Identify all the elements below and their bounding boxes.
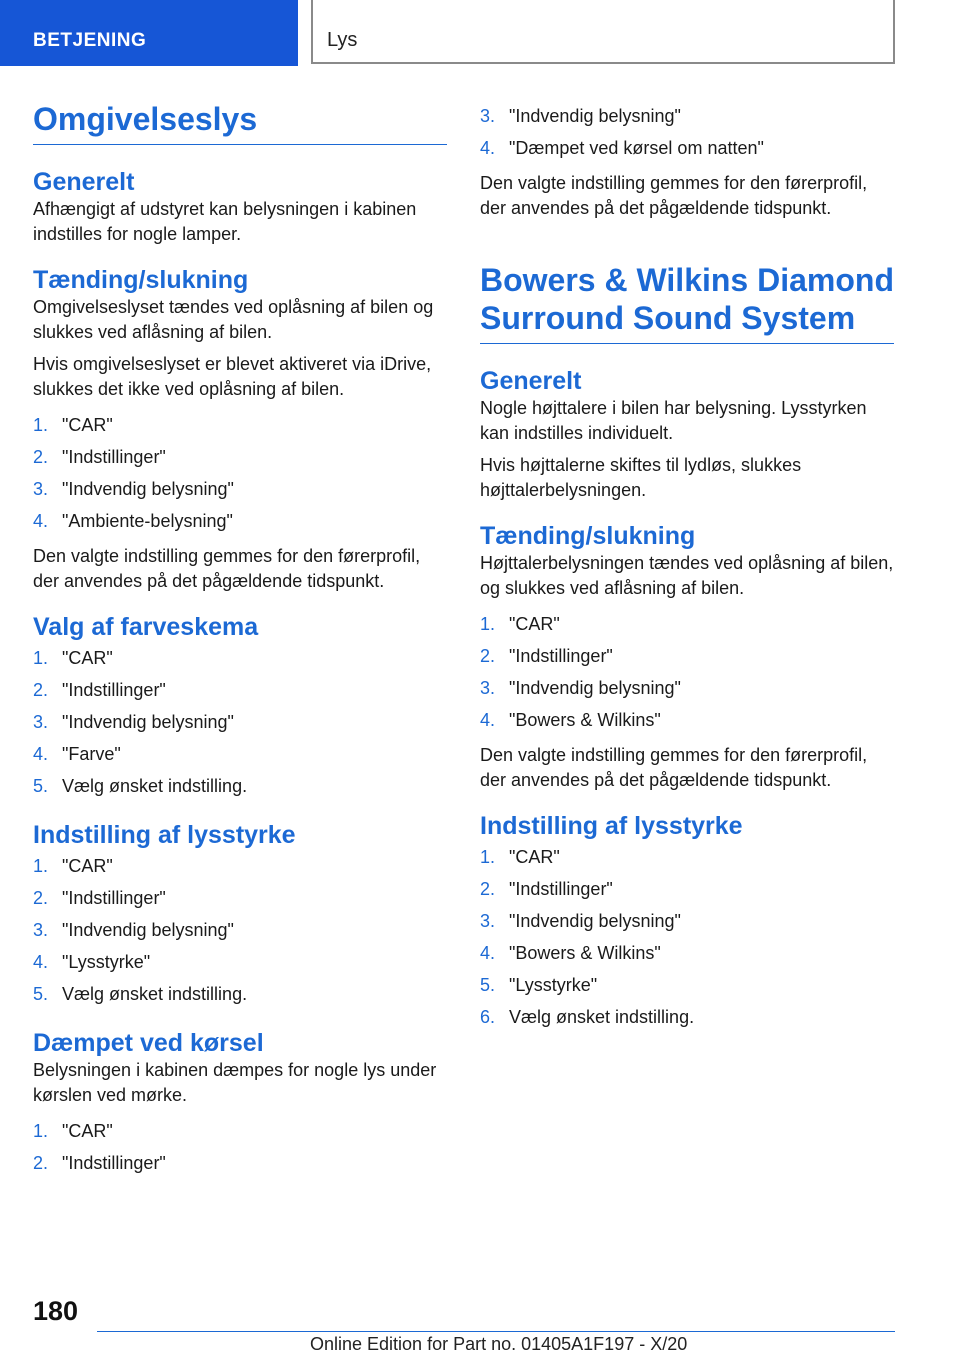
step-number: 5.: [33, 776, 49, 796]
step-text: "Indvendig belysning": [509, 911, 681, 931]
step-text: "Indstillinger": [62, 447, 166, 467]
right-column: [480, 100, 894, 1040]
heading-generelt: Generelt: [480, 367, 582, 395]
step-number: 4.: [480, 138, 496, 158]
step-text: "CAR": [509, 614, 560, 634]
step-number: 4.: [480, 710, 496, 730]
step-number: 3.: [480, 106, 496, 126]
step-text: "Indvendig belysning": [509, 678, 681, 698]
step-text: "Dæmpet ved kørsel om natten": [509, 138, 764, 158]
steps-list: [33, 850, 447, 1010]
step-number: 2.: [33, 447, 49, 467]
heading-lysstyrke: Indstilling af lysstyrke: [480, 812, 743, 840]
steps-list: [480, 608, 894, 736]
steps-list: [33, 1115, 447, 1179]
steps-list: [33, 642, 447, 802]
paragraph: Den valgte indstilling gemmes for den førerprofil, der anvendes på det pågældende tidspunkt.: [480, 173, 868, 218]
step-number: 3.: [33, 920, 49, 940]
page-header: [0, 0, 960, 66]
step-number: 2.: [480, 646, 496, 666]
step-text: "Bowers & Wilkins": [509, 943, 661, 963]
step-number: 1.: [33, 1121, 49, 1141]
list-item: [480, 937, 894, 969]
heading-generelt: Generelt: [33, 168, 135, 196]
list-item: [33, 505, 447, 537]
step-number: 1.: [33, 856, 49, 876]
step-number: 4.: [33, 511, 49, 531]
step-number: 1.: [33, 415, 49, 435]
step-number: 4.: [33, 952, 49, 972]
edition-text: Online Edition for Part no. 01405A1F197 - X/20: [310, 1334, 688, 1354]
list-item: [480, 841, 894, 873]
step-text: "Indvendig belysning": [62, 712, 234, 732]
list-item: [480, 1001, 894, 1033]
step-text: "Indstillinger": [62, 680, 166, 700]
left-column: [33, 100, 447, 1186]
paragraph: Den valgte indstilling gemmes for den førerprofil, der anvendes på det pågældende tidspunkt.: [480, 745, 868, 790]
list-item: [33, 882, 447, 914]
step-number: 5.: [33, 984, 49, 1004]
step-text: "CAR": [62, 1121, 113, 1141]
list-item: [480, 873, 894, 905]
step-text: "Bowers & Wilkins": [509, 710, 661, 730]
list-item: [33, 914, 447, 946]
step-text: "Indvendig belysning": [62, 479, 234, 499]
step-number: 2.: [33, 680, 49, 700]
list-item: [33, 1147, 447, 1179]
heading-taending: Tænding/slukning: [33, 266, 249, 294]
step-text: "Indstillinger": [62, 1153, 166, 1173]
steps-list: [480, 100, 894, 164]
step-text: Vælg ønsket indstilling.: [62, 776, 248, 796]
list-item: [33, 409, 447, 441]
list-item: [480, 608, 894, 640]
list-item: [33, 770, 447, 802]
step-number: 2.: [480, 879, 496, 899]
step-number: 2.: [33, 1153, 49, 1173]
section-title: Bowers & Wilkins Diamond Surround Sound System: [480, 261, 894, 344]
heading-lysstyrke: Indstilling af lysstyrke: [33, 821, 296, 849]
step-text: "Indstillinger": [62, 888, 166, 908]
list-item: [480, 640, 894, 672]
paragraph: Højttalerbelysningen tændes ved oplåsning af bilen, og slukkes ved aflåsning af bilen.: [480, 553, 894, 598]
step-number: 4.: [33, 744, 49, 764]
list-item: [480, 969, 894, 1001]
list-item: [480, 905, 894, 937]
list-item: [480, 132, 894, 164]
step-number: 1.: [480, 614, 496, 634]
paragraph: Hvis omgivelseslyset er blevet aktiveret via iDrive, slukkes det ikke ved oplåsning af bilen.: [33, 354, 432, 399]
list-item: [33, 978, 447, 1010]
section-tab: BETJENING: [0, 0, 298, 66]
list-item: [480, 672, 894, 704]
heading-daempet: Dæmpet ved kørsel: [33, 1029, 264, 1057]
step-text: "Lysstyrke": [509, 975, 598, 995]
steps-list: [480, 841, 894, 1033]
list-item: [33, 738, 447, 770]
step-number: 3.: [33, 712, 49, 732]
paragraph: Afhængigt af udstyret kan belysningen i kabinen indstilles for nogle lamper.: [33, 199, 417, 244]
list-item: [33, 946, 447, 978]
paragraph: Nogle højttalere i bilen har belysning. Lysstyrken kan indstilles individuelt.: [480, 398, 867, 443]
paragraph: Hvis højttalerne skiftes til lydløs, slukkes højttalerbelysningen.: [480, 455, 802, 500]
step-text: "CAR": [62, 415, 113, 435]
step-text: "Indvendig belysning": [62, 920, 234, 940]
step-text: "CAR": [62, 648, 113, 668]
step-text: "Farve": [62, 744, 121, 764]
step-text: "Lysstyrke": [62, 952, 151, 972]
step-number: 3.: [480, 911, 496, 931]
step-text: "CAR": [62, 856, 113, 876]
step-text: "Indvendig belysning": [509, 106, 681, 126]
step-number: 6.: [480, 1007, 496, 1027]
step-text: "Indstillinger": [509, 646, 613, 666]
list-item: [480, 100, 894, 132]
list-item: [480, 704, 894, 736]
step-text: Vælg ønsket indstilling.: [62, 984, 248, 1004]
list-item: [33, 850, 447, 882]
step-text: "Ambiente-belysning": [62, 511, 233, 531]
list-item: [33, 473, 447, 505]
paragraph: Belysningen i kabinen dæmpes for nogle lys under kørslen ved mørke.: [33, 1060, 437, 1105]
step-number: 3.: [480, 678, 496, 698]
topic-tab: Lys: [311, 0, 895, 64]
step-number: 4.: [480, 943, 496, 963]
step-number: 2.: [33, 888, 49, 908]
step-number: 5.: [480, 975, 496, 995]
list-item: [33, 441, 447, 473]
footer-divider: [97, 1331, 895, 1332]
step-number: 1.: [33, 648, 49, 668]
steps-list: [33, 409, 447, 537]
step-number: 3.: [33, 479, 49, 499]
step-text: Vælg ønsket indstilling.: [509, 1007, 695, 1027]
step-text: "CAR": [509, 847, 560, 867]
list-item: [33, 642, 447, 674]
paragraph: Den valgte indstilling gemmes for den førerprofil, der anvendes på det pågældende tidspunkt.: [33, 546, 421, 591]
list-item: [33, 706, 447, 738]
page-number: 180: [33, 1296, 79, 1326]
list-item: [33, 1115, 447, 1147]
heading-taending: Tænding/slukning: [480, 522, 696, 550]
list-item: [33, 674, 447, 706]
step-text: "Indstillinger": [509, 879, 613, 899]
page-title: Omgivelseslys: [33, 100, 447, 145]
paragraph: Omgivelseslyset tændes ved oplåsning af bilen og slukkes ved aflåsning af bilen.: [33, 297, 434, 342]
heading-farveskema: Valg af farveskema: [33, 613, 259, 641]
step-number: 1.: [480, 847, 496, 867]
